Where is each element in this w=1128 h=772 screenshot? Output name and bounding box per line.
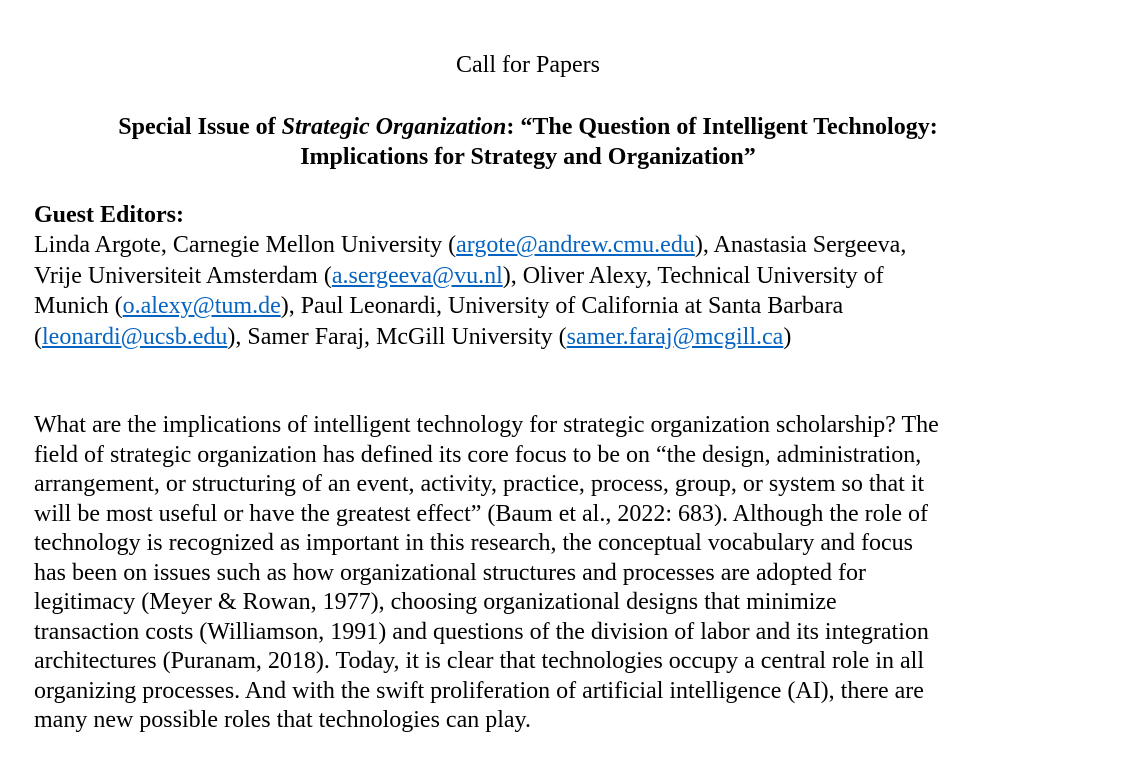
editors-text: ), Paul Leonardi, University of California at Santa Barbara xyxy=(280,293,844,319)
body-line: arrangement, or structuring of an event, activity, practice, process, group, or system so that it xyxy=(34,471,925,497)
guest-editors-list xyxy=(34,230,1104,352)
editors-text: Linda Argote, Carnegie Mellon University ( xyxy=(34,232,457,258)
body-line: has been on issues such as how organizational structures and processes are adopted for xyxy=(34,559,866,586)
call-for-papers-heading: Call for Papers xyxy=(456,52,600,78)
body-line: field of strategic organization has defined its core focus to be on “the design, administration, xyxy=(34,441,922,468)
special-issue-title xyxy=(34,112,1022,172)
title-line-2: Implications for Strategy and Organization” xyxy=(300,144,756,170)
body-line: technology is recognized as important in this research, the conceptual vocabulary and focus xyxy=(34,530,914,556)
body-line: organizing processes. And with the swift proliferation of artificial intelligence (AI), there are xyxy=(34,677,924,704)
title-line-1 xyxy=(34,112,1022,142)
email-link[interactable]: samer.faraj@mcgill.ca xyxy=(566,323,784,350)
editors-text: ( xyxy=(34,323,42,350)
editors-text: ) xyxy=(783,323,792,350)
email-link[interactable]: o.alexy@tum.de xyxy=(122,293,281,319)
body-line: transaction costs (Williamson, 1991) and questions of the division of labor and its integration xyxy=(34,618,929,645)
body-line: legitimacy (Meyer & Rowan, 1977), choosing organizational designs that minimize xyxy=(34,589,837,615)
body-line: What are the implications of intelligent technology for strategic organization scholarship? The xyxy=(34,412,939,438)
guest-editors-heading: Guest Editors: xyxy=(34,202,184,228)
title-prefix: Special Issue of xyxy=(118,114,282,140)
editors-line xyxy=(34,261,1104,292)
body-paragraph xyxy=(34,411,1109,736)
body-line: many new possible roles that technologies can play. xyxy=(34,707,531,733)
editors-text: ), Anastasia Sergeeva, xyxy=(694,232,907,258)
body-line: will be most useful or have the greatest effect” (Baum et al., 2022: 683). Although the role of xyxy=(34,500,928,527)
editors-text: Vrije Universiteit Amsterdam ( xyxy=(34,262,332,289)
editors-line xyxy=(34,230,1104,261)
editors-line xyxy=(34,291,1104,322)
body-line: architectures (Puranam, 2018). Today, it is clear that technologies occupy a central role in all xyxy=(34,648,924,674)
email-link[interactable]: argote@andrew.cmu.edu xyxy=(456,232,695,258)
editors-line xyxy=(34,322,1104,353)
editors-text: Munich ( xyxy=(34,293,123,319)
editors-text: ), Oliver Alexy, Technical University of xyxy=(502,262,884,289)
email-link[interactable]: leonardi@ucsb.edu xyxy=(42,323,228,350)
title-suffix: : “The Question of Intelligent Technology: xyxy=(506,114,938,140)
editors-text: ), Samer Faraj, McGill University ( xyxy=(227,323,567,350)
email-link[interactable]: a.sergeeva@vu.nl xyxy=(331,262,503,289)
journal-name: Strategic Organization xyxy=(281,114,507,140)
